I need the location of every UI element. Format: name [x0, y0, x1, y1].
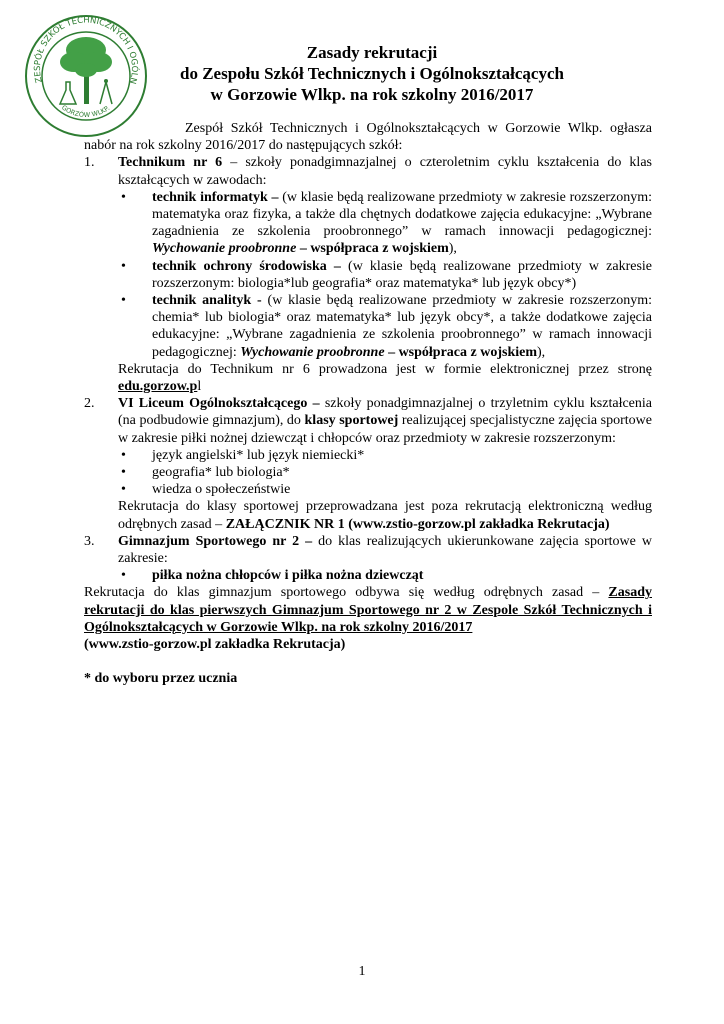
- item-number: 3.: [84, 533, 95, 549]
- rules-link[interactable]: Zasady rekrutacji do klas pierwszych Gimnazjum Sportowego nr 2 w Zespole Szkół Technicznych i Ogólnokształcących w Gorzowie Wlkp. na rok szkolny 2016/2017: [84, 585, 652, 635]
- bullet-icon: •: [121, 447, 126, 463]
- page-number: 1: [358, 964, 366, 979]
- recruitment-link[interactable]: edu.gorzow.p: [118, 379, 198, 395]
- logo-bottom-text: GORZÓW WLKP.: [60, 103, 112, 119]
- sport-text: piłka nożna chłopców i piłka nożna dziewcząt: [152, 568, 424, 584]
- class-name: klasy sportowej: [304, 413, 399, 429]
- bullet-technik-informatyk: [118, 189, 652, 258]
- profession-desc: (w klasie będą realizowane przedmioty w zakresie rozszerzonym: matematyka oraz fizyka, a także dla chętnych dodatkowe zajęcia edukacyjne: „Wybrane zagadnienia ze szkolenia proobronnego” w ramach innowacji pedagogicznej:: [152, 189, 653, 240]
- recruitment-note-technikum: [118, 361, 652, 395]
- recruitment-note-liceum: [118, 498, 652, 532]
- title-line-1: Zasady rekrutacji: [306, 43, 438, 62]
- footnote: [84, 670, 652, 687]
- recruit-end: l: [197, 379, 202, 395]
- subject-text: geografia* lub biologia*: [152, 465, 290, 481]
- website-reference: [84, 636, 652, 653]
- emphasis-text: Wychowanie proobronne: [152, 241, 297, 257]
- school-name: Gimnazjum Sportowego nr 2 –: [118, 533, 313, 549]
- school-desc: szkoły ponadgimnazjalnej o trzyletnim cyklu kształcenia (na podbudowie gimnazjum), do: [118, 396, 652, 429]
- profession-name: technik informatyk –: [152, 189, 279, 205]
- subject-text: wiedza o społeczeństwie: [152, 482, 291, 498]
- compass-icon: [100, 79, 112, 104]
- website-text: (www.zstio-gorzow.pl zakładka Rekrutacja): [84, 637, 346, 653]
- recruit-text: Rekrutacja do klas gimnazjum sportowego odbywa się według odrębnych zasad –: [84, 585, 609, 601]
- gimnazjum-recruitment-paragraph: [84, 584, 652, 636]
- profession-name: technik ochrony środowiska –: [152, 258, 341, 274]
- item-number: 1.: [84, 155, 95, 171]
- profession-name: technik analityk -: [152, 293, 262, 309]
- list-item-technikum: [84, 154, 652, 395]
- bullet-icon: •: [121, 568, 126, 584]
- tree-icon: [60, 37, 112, 104]
- footnote-text: * do wyboru przez ucznia: [84, 671, 238, 687]
- recruit-text: Rekrutacja do klasy sportowej przeprowadzana jest poza rekrutacją elektroniczną według odrębnych zasad –: [118, 499, 652, 532]
- bullet-icon: •: [121, 465, 126, 481]
- list-item-liceum: [84, 395, 652, 533]
- school-desc-2: realizującej specjalistyczne zajęcia sportowe w zakresie piłki nożnej dziewcząt i chłopców oraz przedmioty w zakresie rozszerzonym:: [118, 413, 652, 446]
- profession-desc: (w klasie będą realizowane przedmioty w zakresie rozszerzonym: biologia*lub geografia* oraz matematyka* lub język obcy*): [152, 258, 653, 291]
- bullet-icon: •: [121, 482, 126, 498]
- bullet-icon: •: [121, 258, 126, 274]
- document-title: [150, 42, 594, 105]
- emphasis-rest: – współpraca z wojskiem: [384, 344, 537, 360]
- item-number: 2.: [84, 396, 95, 412]
- logo-ring-text: ZESPÓŁ SZKÓŁ TECHNICZNYCH I OGÓLN: [32, 15, 140, 85]
- school-name: Technikum nr 6: [118, 155, 223, 171]
- school-desc: do klas realizujących ukierunkowane zajęcia sportowe w zakresie:: [118, 533, 652, 567]
- intro-paragraph: Zespół Szkół Technicznych i Ogólnokształcących w Gorzowie Wlkp. ogłasza nabór na rok szkolny 2016/2017 do następujących szkół:: [84, 121, 652, 154]
- profession-end: ),: [448, 241, 457, 257]
- title-line-3: w Gorzowie Wlkp. na rok szkolny 2016/2017: [210, 85, 534, 104]
- bullet-subject-1: [118, 447, 652, 464]
- profession-end: ),: [537, 344, 546, 360]
- attachment-reference: ZAŁĄCZNIK NR 1 (www.zstio-gorzow.pl zakładka Rekrutacja): [225, 516, 610, 532]
- title-line-2: do Zespołu Szkół Technicznych i Ogólnokształcących: [180, 64, 564, 83]
- spacer: [84, 653, 652, 670]
- flask-icon: [60, 82, 76, 104]
- list-item-gimnazjum: [84, 533, 652, 585]
- school-name: VI Liceum Ogólnokształcącego –: [118, 396, 320, 412]
- subject-text: język angielski* lub język niemiecki*: [152, 447, 365, 463]
- profession-desc: (w klasie będą realizowane przedmioty w zakresie rozszerzonym: chemia* lub biologia* oraz matematyka* lub język obcy*, a także dodatkowe zajęcia edukacyjne: „Wybrane zagadnienia ze szkolenia proobronnego” w ramach innowacji pedagogicznej:: [152, 293, 653, 360]
- emphasis-rest: – współpraca z wojskiem: [296, 241, 449, 257]
- bullet-technik-ochrony: [118, 258, 652, 292]
- document-body: [84, 120, 652, 688]
- bullet-subject-3: [118, 481, 652, 498]
- emphasis-text: Wychowanie proobronne: [240, 344, 385, 360]
- bullet-icon: •: [121, 293, 126, 309]
- bullet-technik-analityk: [118, 292, 652, 361]
- bullet-sport: [118, 567, 652, 584]
- school-desc: – szkoły ponadgimnazjalnej o czteroletnim cyklu kształcenia do klas kształcących w zawodach:: [118, 155, 652, 188]
- bullet-subject-2: [118, 464, 652, 481]
- recruit-text: Rekrutacja do Technikum nr 6 prowadzona jest w formie elektronicznej przez stronę: [118, 361, 652, 377]
- bullet-icon: •: [121, 189, 126, 205]
